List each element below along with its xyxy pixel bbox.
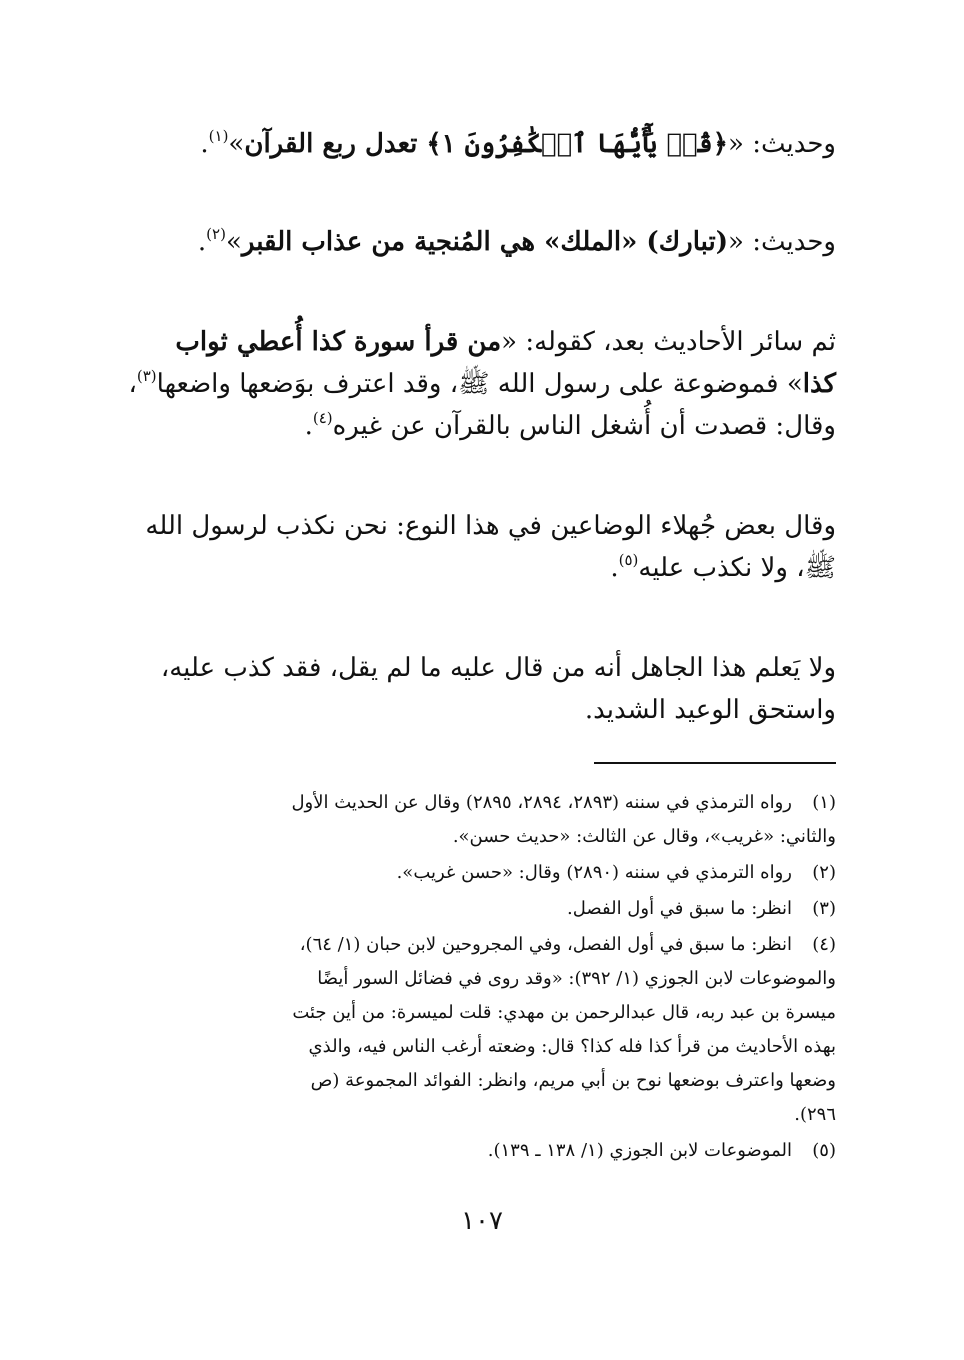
footnote-text: انظر: ما سبق في أول الفصل، وفي المجروحين لابن حبان (١/ ٦٤)،	[299, 934, 792, 955]
text-span: ثم سائر الأحاديث بعد، كقوله: «	[501, 327, 836, 357]
text-span: »	[225, 227, 242, 257]
footnote-number: (٥)	[812, 1140, 836, 1161]
footnote-text: والثاني: «غريب»، وقال عن الثالث: «حديث حسن».	[452, 826, 836, 847]
footnote-2	[128, 856, 836, 889]
footnote-number: (٢)	[812, 862, 836, 883]
text-span: وحديث: «	[728, 227, 836, 257]
quote-bold: من قرأ سورة كذا أُعطي ثواب	[175, 327, 502, 357]
text-span: .	[200, 129, 209, 159]
text-span: .	[197, 227, 207, 257]
footnote-number: (١)	[812, 792, 836, 813]
footnote-ref: (٤)	[312, 409, 333, 427]
text-span: ﷺ، ولا نكذب عليه	[638, 553, 836, 583]
paragraph-ignorant-line1	[128, 648, 836, 688]
text-span: واستحق الوعيد الشديد.	[584, 695, 836, 725]
footnote-text: ميسرة بن عبد ربه، قال عبدالرحمن بن مهدي: قلت لميسرة: من أين جئت	[292, 1002, 836, 1023]
text-span: »	[228, 129, 245, 159]
footnote-number: (٤)	[812, 934, 836, 955]
paragraph-hadith-kafirun	[128, 124, 836, 164]
footnote-4-line5	[128, 1064, 836, 1097]
text-span: وحديث: «	[728, 129, 836, 159]
footnote-text: ٢٩٦).	[794, 1104, 836, 1125]
quote-bold: (تبارك) «الملك» هي المُنجية من عذاب القبر	[241, 227, 729, 257]
footnote-text: الموضوعات لابن الجوزي (١/ ١٣٨ ـ ١٣٩).	[487, 1140, 792, 1161]
text-span: ولا يَعلم هذا الجاهل أنه من قال عليه ما لم يقل، فقد كذب عليه،	[160, 653, 836, 683]
footnote-5	[128, 1134, 836, 1167]
footnote-text: بهذه الأحاديث من قرأ كذا فله كذا؟ قال: وضعته أرغب الناس فيه، والذي	[308, 1036, 836, 1057]
footnote-text: رواه الترمذي في سننه (٢٨٩٣، ٢٨٩٤، ٢٨٩٥) وقال عن الحديث الأول	[291, 792, 792, 813]
text-span: ،	[128, 369, 137, 399]
text-span: .	[304, 411, 313, 441]
footnote-4-line4	[128, 1030, 836, 1063]
page-number: ١٠٧	[461, 1206, 503, 1236]
footnote-ref: (١)	[208, 127, 229, 145]
quote-bold: كذا	[802, 369, 836, 399]
paragraph-other-hadiths-line2	[128, 364, 836, 404]
footnote-1-line2	[128, 820, 836, 853]
footnote-text: انظر: ما سبق في أول الفصل.	[567, 898, 792, 919]
footnote-ref: (٥)	[618, 551, 639, 569]
paragraph-other-hadiths-line1	[128, 322, 836, 362]
paragraph-ignorant-line2	[128, 690, 836, 730]
footnote-text: والموضوعات لابن الجوزي (١/ ٣٩٢): «وقد روى في فضائل السور أيضًا	[317, 968, 836, 989]
footnote-3	[128, 892, 836, 925]
text-span: .	[610, 553, 619, 583]
footnote-ref: (٢)	[206, 225, 226, 243]
footnote-separator	[594, 762, 836, 764]
footnote-4-line1	[128, 928, 836, 961]
paragraph-fabricators-line2	[128, 548, 836, 588]
text-span: وقال بعض جُهلاء الوضاعين في هذا النوع: نحن نكذب لرسول الله	[145, 511, 836, 541]
footnote-number: (٣)	[812, 898, 836, 919]
footnote-1-line1	[128, 786, 836, 819]
text-span: » فموضوعة على رسول الله ﷺ، وقد اعترف بوَضعها واضعها	[156, 369, 803, 399]
paragraph-hadith-mulk	[128, 222, 836, 262]
quote-bold: ﴿قُلۡ يَٰٓأَيُّهَا ٱلۡكَٰفِرُونَ ١﴾ تعدل ربع القرآن	[244, 129, 729, 159]
paragraph-fabricators-line1	[128, 506, 836, 546]
footnote-4-line2	[128, 962, 836, 995]
paragraph-other-hadiths-line3	[128, 406, 836, 446]
footnote-text: وضعها واعترف بوضعها نوح بن أبي مريم، وانظر: الفوائد المجموعة (ص	[310, 1070, 836, 1091]
footnote-4-line6	[128, 1098, 836, 1131]
text-span: وقال: قصدت أن أُشغل الناس بالقرآن عن غيره	[332, 411, 836, 441]
footnote-text: رواه الترمذي في سننه (٢٨٩٠) وقال: «حسن غريب».	[396, 862, 792, 883]
footnote-4-line3	[128, 996, 836, 1029]
footnote-ref: (٣)	[136, 367, 157, 385]
